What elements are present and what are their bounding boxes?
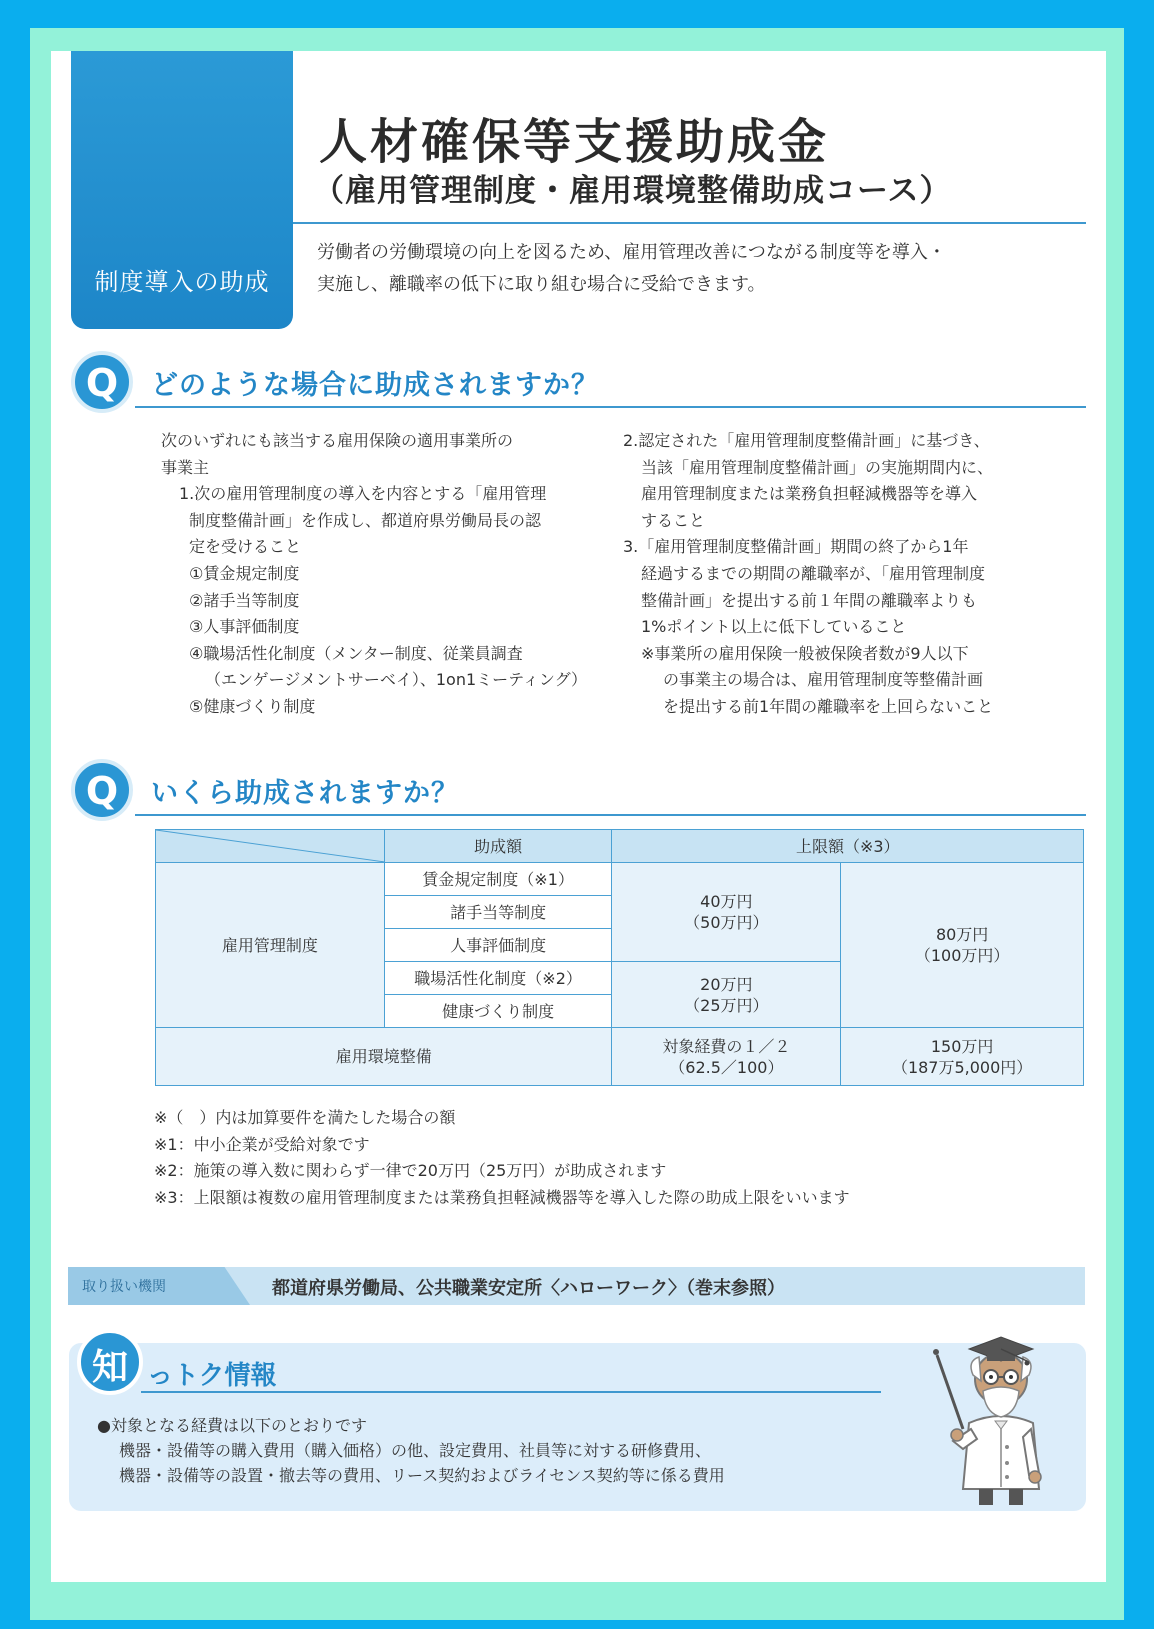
note-line: ※1：中小企業が受給対象です bbox=[154, 1134, 370, 1154]
condition-line: 事業主 bbox=[161, 457, 210, 477]
header-amount: 助成額 bbox=[384, 830, 612, 863]
handling-org-bar bbox=[68, 1267, 1085, 1305]
tips-box bbox=[69, 1343, 1086, 1511]
intro-line: 実施し、離職率の低下に取り組む場合に受給できます。 bbox=[317, 274, 766, 295]
section-heading-conditions bbox=[71, 351, 1086, 421]
intro-line: 労働者の労働環境の向上を図るため、雇用管理改善につながる制度等を導入・ bbox=[317, 242, 946, 263]
env-limit-cell bbox=[841, 1028, 1084, 1086]
note-line: ※3：上限額は複数の雇用管理制度または業務負担軽減機器等を導入した際の助成上限をいいます bbox=[154, 1188, 850, 1208]
env-amount-cell bbox=[612, 1028, 841, 1086]
section-title: どのような場合に助成されますか？ bbox=[151, 370, 599, 401]
item-cell: 職場活性化制度（※2） bbox=[384, 962, 612, 995]
condition-line: ※事業所の雇用保険一般被保険者数が9人以下 bbox=[641, 643, 969, 663]
q-icon: Q bbox=[71, 351, 133, 413]
env-limit-bonus: （187万5,000円） bbox=[891, 1057, 1033, 1077]
limit-value: 80万円 bbox=[935, 925, 989, 944]
conditions-left-column bbox=[161, 428, 601, 721]
amount-cell bbox=[612, 962, 841, 1028]
condition-line: 次のいずれにも該当する雇用保険の適用事業所の bbox=[161, 431, 514, 450]
section-heading-amounts bbox=[71, 759, 1086, 829]
q-icon: Q bbox=[71, 759, 133, 821]
condition-line: 1%ポイント以上に低下していること bbox=[641, 617, 907, 637]
condition-line: 当該「雇用管理制度整備計画」の実施期間内に、 bbox=[641, 457, 994, 477]
tips-divider bbox=[141, 1391, 881, 1393]
tips-line: 機器・設備等の購入費用（購入価格）の他、設定費用、社員等に対する研修費用、 bbox=[119, 1441, 712, 1460]
condition-line: を提出する前1年間の離職率を上回らないこと bbox=[663, 696, 994, 716]
condition-line: ⑤健康づくり制度 bbox=[189, 696, 316, 716]
amount-bonus: （50万円） bbox=[684, 913, 769, 932]
env-amount-value: 対象経費の１／２ bbox=[662, 1036, 791, 1056]
table-row bbox=[156, 863, 1084, 896]
section-title: いくら助成されますか？ bbox=[151, 778, 459, 809]
table-row bbox=[156, 1028, 1084, 1086]
note-line: ※2：施策の導入数に関わらず一律で20万円（25万円）が助成されます bbox=[154, 1161, 667, 1181]
subsidy-amount-table bbox=[155, 829, 1084, 1086]
professor-illustration bbox=[907, 1317, 1087, 1507]
condition-line: 2.認定された「雇用管理制度整備計画」に基づき、 bbox=[623, 431, 990, 450]
section-divider bbox=[135, 406, 1086, 408]
amount-cell bbox=[612, 863, 841, 962]
condition-line: すること bbox=[641, 510, 706, 530]
condition-line: ②諸手当等制度 bbox=[189, 590, 300, 610]
title-divider bbox=[293, 222, 1086, 224]
item-cell: 賃金規定制度（※1） bbox=[384, 863, 612, 896]
condition-line: 1.次の雇用管理制度の導入を内容とする「雇用管理 bbox=[179, 484, 547, 504]
handling-org-value: 都道府県労働局、公共職業安定所〈ハローワーク〉（巻末参照） bbox=[272, 1278, 785, 1299]
item-cell: 諸手当等制度 bbox=[384, 896, 612, 929]
table-header-row bbox=[156, 830, 1084, 863]
conditions-right-column bbox=[623, 428, 1063, 721]
condition-line: 定を受けること bbox=[189, 537, 302, 557]
chi-badge-icon: 知 bbox=[77, 1329, 143, 1395]
condition-line: 整備計画」を提出する前１年間の離職率よりも bbox=[641, 590, 978, 610]
condition-line: ①賃金規定制度 bbox=[189, 563, 300, 583]
limit-bonus: （100万円） bbox=[914, 946, 1010, 965]
flyer-page bbox=[51, 51, 1106, 1582]
page-title: 人材確保等支援助成金 bbox=[319, 114, 830, 170]
category-label: 制度導入の助成 bbox=[94, 268, 270, 296]
diagonal-line bbox=[156, 830, 385, 862]
page-subtitle: （雇用管理制度・雇用環境整備助成コース） bbox=[313, 173, 952, 209]
condition-line: 3.「雇用管理制度整備計画」期間の終了から1年 bbox=[623, 537, 969, 557]
limit-cell bbox=[841, 863, 1084, 1028]
section-divider bbox=[135, 814, 1086, 816]
tips-body bbox=[97, 1413, 725, 1488]
intro-text bbox=[317, 237, 1087, 301]
condition-line: ③人事評価制度 bbox=[189, 617, 300, 637]
table-notes bbox=[154, 1105, 1084, 1212]
condition-line: ④職場活性化制度（メンター制度、従業員調査 bbox=[189, 643, 523, 663]
item-cell: 健康づくり制度 bbox=[384, 995, 612, 1028]
note-line: ※（ ）内は加算要件を満たした場合の額 bbox=[154, 1108, 456, 1127]
env-amount-bonus: （62.5／100） bbox=[669, 1057, 784, 1077]
tips-line: 機器・設備等の設置・撤去等の費用、リース契約およびライセンス契約等に係る費用 bbox=[119, 1466, 725, 1485]
env-limit-value: 150万円 bbox=[930, 1036, 994, 1056]
tips-lead: ●対象となる経費は以下のとおりです bbox=[97, 1416, 367, 1435]
table-corner-cell bbox=[156, 830, 385, 863]
amount-bonus: （25万円） bbox=[684, 995, 769, 1015]
amount-value: 40万円 bbox=[700, 892, 753, 911]
tips-title: っトク情報 bbox=[147, 1361, 277, 1391]
condition-line: 制度整備計画」を作成し、都道府県労働局長の認 bbox=[189, 510, 542, 530]
item-cell: 人事評価制度 bbox=[384, 929, 612, 962]
category-tab bbox=[71, 51, 293, 329]
condition-line: の事業主の場合は、雇用管理制度等整備計画 bbox=[663, 670, 984, 690]
header-limit: 上限額（※3） bbox=[612, 830, 1084, 863]
env-label-cell: 雇用環境整備 bbox=[156, 1028, 612, 1086]
condition-line: 雇用管理制度または業務負担軽減機器等を導入 bbox=[641, 484, 978, 504]
condition-line: （エンゲージメントサーベイ）、1on1ミーティング） bbox=[205, 670, 588, 690]
condition-line: 経過するまでの期間の離職率が、「雇用管理制度 bbox=[641, 563, 986, 583]
handling-org-label: 取り扱い機関 bbox=[82, 1279, 166, 1295]
group-cell: 雇用管理制度 bbox=[156, 863, 385, 1028]
amount-value: 20万円 bbox=[700, 974, 753, 994]
